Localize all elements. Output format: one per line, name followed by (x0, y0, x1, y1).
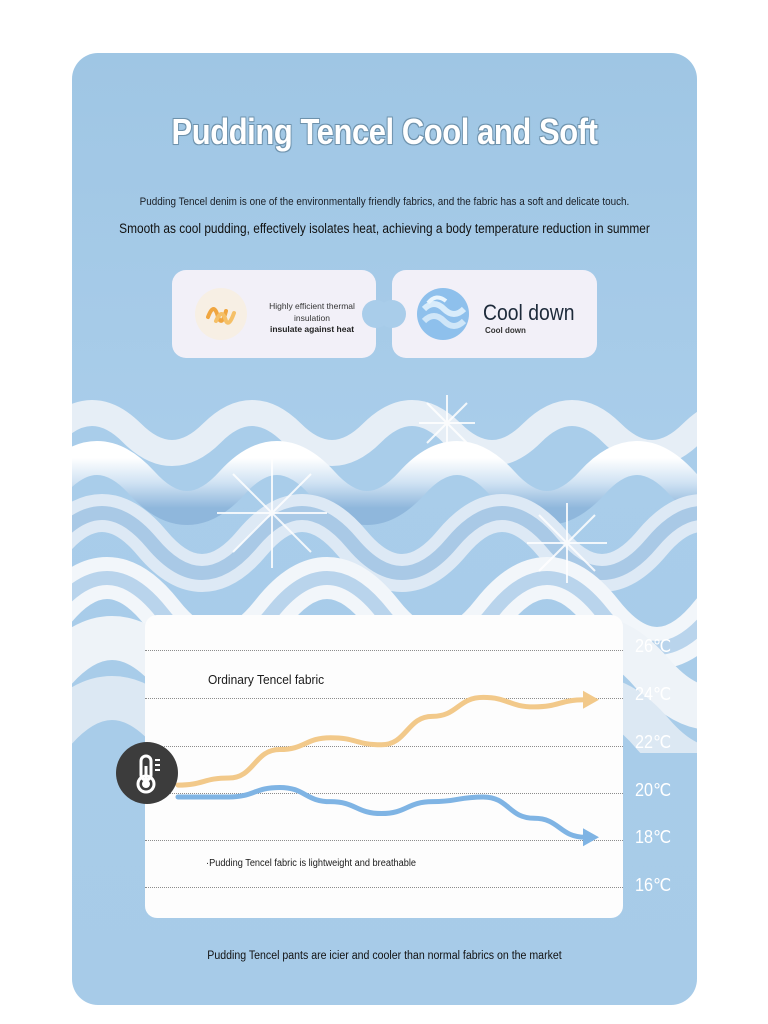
y-tick-label: 16℃ (634, 875, 671, 895)
y-tick-label: 26℃ (634, 636, 671, 656)
series-arrow-0 (583, 691, 599, 709)
feature-subtitle: insulate against heat (269, 324, 355, 334)
legend-ordinary-tencel: Ordinary Tencel fabric (208, 672, 325, 687)
y-tick-label: 20℃ (634, 780, 671, 800)
y-tick-label: 24℃ (634, 684, 671, 704)
feature-title: Cool down (483, 300, 575, 325)
chart-plot (145, 615, 623, 918)
series-line-1 (178, 787, 585, 837)
subtitle-main: Smooth as cool pudding, effectively isolates heat, achieving a body temperature reduction in summer (119, 221, 650, 236)
thermometer-icon (116, 742, 178, 804)
page-title: Pudding Tencel Cool and Soft (171, 111, 598, 152)
temperature-chart (145, 615, 623, 918)
series-arrow-1 (583, 828, 599, 846)
feature-title: Highly efficient thermal insulation (269, 301, 355, 323)
heat-wave-icon (194, 287, 248, 341)
product-card (72, 53, 697, 1005)
snow-fabric-icon (416, 287, 470, 341)
feature-subtitle: Cool down (485, 326, 526, 335)
chart-annotation: ·Pudding Tencel fabric is lightweight and breathable (206, 858, 417, 869)
feature-thermal-insulation (172, 270, 376, 358)
feature-cool-down (392, 270, 597, 358)
y-tick-label: 22℃ (634, 732, 671, 752)
footer-text: Pudding Tencel pants are icier and cooler than normal fabrics on the market (207, 950, 562, 962)
y-tick-label: 18℃ (634, 827, 671, 847)
subtitle-small: Pudding Tencel denim is one of the environmentally friendly fabrics, and the fabric has a soft and delicate touch. (139, 196, 630, 208)
series-line-0 (178, 697, 585, 785)
